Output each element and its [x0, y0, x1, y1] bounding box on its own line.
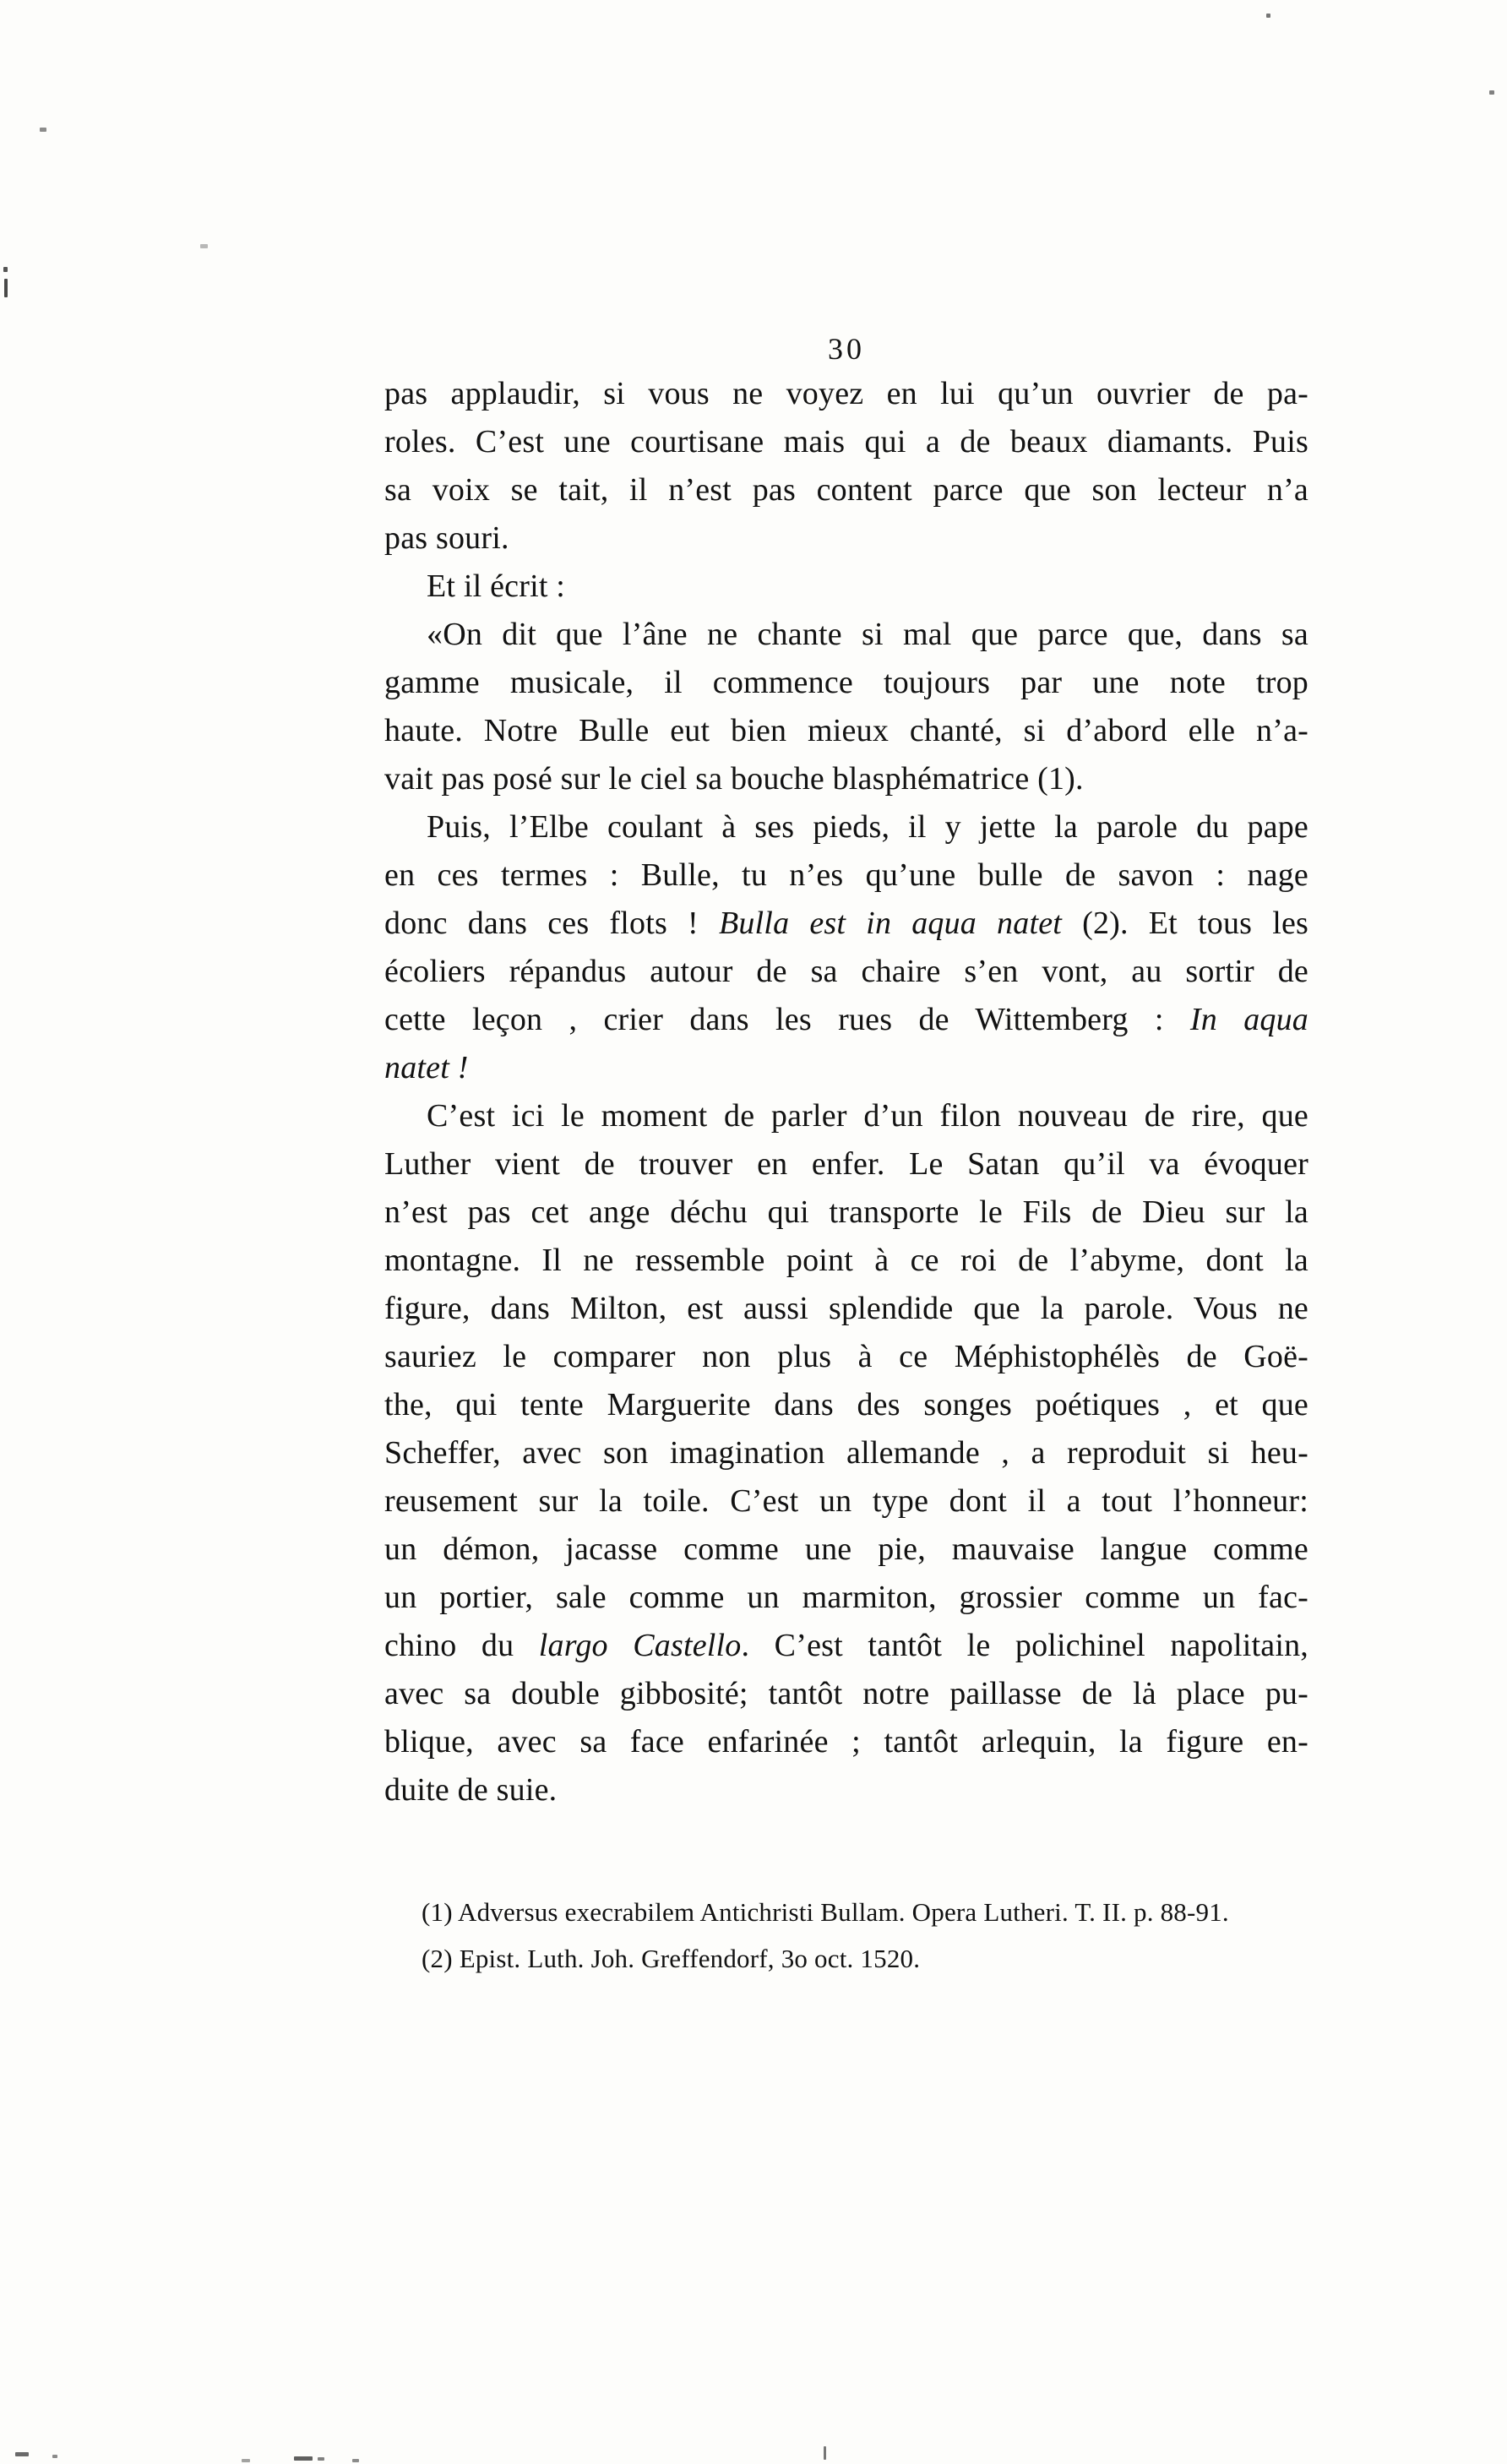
- text-segment: gamme musicale, il commence toujours par une note trop: [384, 665, 1308, 700]
- ink-speck: [1266, 14, 1270, 18]
- text-segment: C’est ici le moment de parler d’un filon nouveau de rire, que: [427, 1098, 1308, 1134]
- text-line: [384, 1285, 1308, 1333]
- ink-speck: [3, 267, 8, 272]
- text-segment: Puis, l’Elbe coulant à ses pieds, il y jette la parole du pape: [427, 809, 1308, 845]
- text-line: [384, 563, 1308, 611]
- ink-speck: [15, 2452, 29, 2456]
- text-line: [384, 1574, 1308, 1622]
- ink-speck: [1489, 90, 1494, 95]
- text-segment: écoliers répandus autour de sa chaire s’en vont, au sortir de: [384, 954, 1308, 989]
- footnote-line: (1) Adversus execrabilem Antichristi Bullam. Opera Lutheri. T. II. p. 88-91.: [422, 1897, 1229, 1927]
- ink-speck: [318, 2457, 324, 2461]
- text-segment: roles. C’est une courtisane mais qui a de beaux diamants. Puis: [384, 424, 1308, 460]
- text-line: [384, 1237, 1308, 1285]
- text-line: [384, 659, 1308, 707]
- italic-text-segment: largo Castello: [538, 1628, 742, 1663]
- text-segment: en ces termes : Bulle, tu n’es qu’une bulle de savon : nage: [384, 857, 1308, 893]
- text-segment: sa voix se tait, il n’est pas content parce que son lecteur n’a: [384, 472, 1308, 508]
- text-segment: (2). Et tous les: [1062, 906, 1309, 941]
- ink-speck: [352, 2459, 359, 2462]
- ink-speck: [52, 2455, 57, 2458]
- text-segment: Et il écrit :: [427, 568, 566, 604]
- text-line: [384, 1333, 1308, 1381]
- text-line: [384, 803, 1308, 851]
- text-segment: figure, dans Milton, est aussi splendide que la parole. Vous ne: [384, 1291, 1308, 1326]
- text-segment: cette leçon , crier dans les rues de Wittemberg :: [384, 1002, 1190, 1037]
- text-segment: the, qui tente Marguerite dans des songes poétiques , et que: [384, 1387, 1308, 1422]
- text-line: [384, 418, 1308, 466]
- text-line: [384, 1381, 1308, 1429]
- ink-speck: [294, 2456, 313, 2461]
- text-segment: avec sa double gibbosité; tantôt notre paillasse de lȧ place pu-: [384, 1676, 1308, 1711]
- ink-speck: [40, 128, 46, 132]
- text-segment: un démon, jacasse comme une pie, mauvaise langue comme: [384, 1531, 1308, 1567]
- italic-text-segment: natet !: [384, 1050, 469, 1085]
- text-line: [384, 1766, 1308, 1814]
- text-line: [384, 514, 1308, 563]
- text-segment: montagne. Il ne ressemble point à ce roi de l’abyme, dont la: [384, 1243, 1308, 1278]
- text-segment: blique, avec sa face enfarinée ; tantôt arlequin, la figure en-: [384, 1724, 1308, 1760]
- text-segment: haute. Notre Bulle eut bien mieux chanté, si d’abord elle n’a-: [384, 713, 1308, 748]
- text-line: [384, 996, 1308, 1044]
- text-segment: reusement sur la toile. C’est un type dont il a tout l’honneur:: [384, 1483, 1308, 1519]
- footnotes-block: [384, 1889, 1308, 1982]
- italic-text-segment: Bulla est in aqua natet: [718, 906, 1063, 941]
- text-segment: Luther vient de trouver en enfer. Le Satan qu’il va évoquer: [384, 1146, 1308, 1182]
- text-line: [384, 1044, 1308, 1092]
- text-line: [384, 851, 1308, 900]
- text-segment: pas souri.: [384, 520, 509, 556]
- ink-speck: [4, 279, 8, 297]
- text-line: [384, 1718, 1308, 1766]
- text-line: [384, 611, 1308, 659]
- text-line: [384, 1670, 1308, 1718]
- italic-text-segment: In aqua: [1189, 1002, 1308, 1037]
- text-line: [384, 755, 1308, 803]
- text-segment: un portier, sale comme un marmiton, grossier comme un fac-: [384, 1580, 1308, 1615]
- text-segment: chino du: [384, 1628, 539, 1663]
- text-segment: . C’est tantôt le polichinel napolitain,: [741, 1628, 1308, 1663]
- text-segment: Scheffer, avec son imagination allemande , a reproduit si heu-: [384, 1435, 1308, 1471]
- ink-speck: [824, 2446, 826, 2460]
- text-line: [384, 707, 1308, 755]
- page-number: 30: [828, 332, 865, 366]
- text-line: [384, 370, 1308, 418]
- ink-speck: [242, 2459, 250, 2462]
- ink-speck: [200, 244, 208, 248]
- text-segment: vait pas posé sur le ciel sa bouche blasphématrice (1).: [384, 761, 1084, 797]
- text-line: [384, 900, 1308, 948]
- text-line: [384, 1622, 1308, 1670]
- text-segment: pas applaudir, si vous ne voyez en lui qu’un ouvrier de pa-: [384, 376, 1308, 411]
- text-segment: donc dans ces flots !: [384, 906, 719, 941]
- text-line: [384, 1429, 1308, 1477]
- text-segment: sauriez le comparer non plus à ce Méphistophélès de Goë-: [384, 1339, 1308, 1374]
- text-segment: duite de suie.: [384, 1772, 558, 1808]
- text-line: [384, 1140, 1308, 1188]
- main-text-block: [384, 370, 1308, 1814]
- text-line: [384, 948, 1308, 996]
- text-line: [384, 1477, 1308, 1526]
- text-line: [384, 1092, 1308, 1140]
- text-segment: n’est pas cet ange déchu qui transporte le Fils de Dieu sur la: [384, 1194, 1308, 1230]
- footnote-line: (2) Epist. Luth. Joh. Greffendorf, 3o oct. 1520.: [422, 1944, 921, 1973]
- text-line: [384, 1188, 1308, 1237]
- text-line: [384, 1526, 1308, 1574]
- text-segment: «On dit que l’âne ne chante si mal que parce que, dans sa: [427, 617, 1308, 652]
- text-line: [384, 466, 1308, 514]
